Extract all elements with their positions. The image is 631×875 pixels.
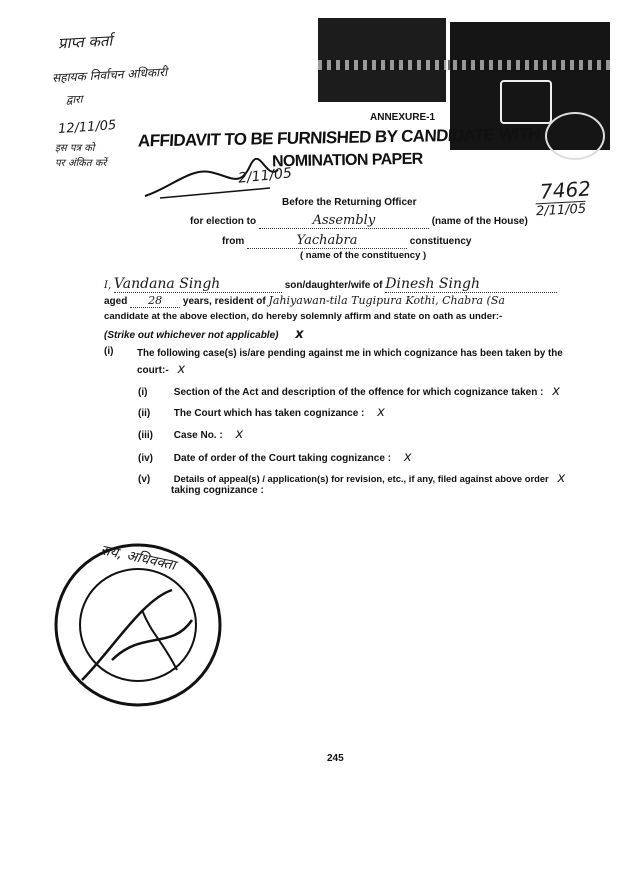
election-to-value: Assembly: [312, 213, 376, 228]
header-note-line-4: इस पत्र को: [55, 143, 95, 154]
before-returning-officer: Before the Returning Officer: [282, 197, 417, 208]
candidate-oath-line: candidate at the above election, do hereby solemnly affirm and state on oath as under:-: [104, 311, 503, 322]
subitem-4: (iv) Date of order of the Court taking cognizance : x: [138, 450, 412, 465]
header-note-line-2: सहायक निर्वाचन अधिकारी: [51, 64, 168, 86]
page-subtitle: NOMINATION PAPER: [271, 150, 423, 171]
subitem-3-mark: x: [235, 427, 244, 442]
deponent-line: I, Vandana Singh son/daughter/wife of Dinesh Singh: [104, 276, 557, 293]
page-title: AFFIDAVIT TO BE FURNISHED BY CANDIDATE WITH: [137, 124, 541, 151]
deponent-name: Vandana Singh: [113, 276, 221, 292]
stamp-paper-emblem: [500, 80, 552, 124]
page-number: 245: [327, 753, 344, 764]
strike-note: (Strike out whichever not applicable) x: [104, 327, 304, 342]
signature-date: 2/11/05: [237, 165, 293, 187]
stamp-serial-number: 7462: [539, 176, 592, 204]
subitem-1-mark: x: [552, 384, 560, 399]
subitem-3: (iii) Case No. : x: [138, 427, 244, 442]
item-1-number: (i): [104, 346, 114, 357]
constituency-value: Yachabra: [296, 233, 358, 248]
stamp-serial-date: 2/11/05: [535, 201, 587, 220]
strike-mark: x: [295, 327, 304, 342]
subitem-5-mark: x: [557, 471, 566, 486]
item-1-mark: x: [177, 362, 186, 377]
header-note-line-3: द्वारा: [65, 92, 83, 107]
header-note-date: 12/11/05: [57, 117, 117, 138]
subitem-1: (i) Section of the Act and description of the offence for which cognizance taken : x: [138, 384, 560, 399]
age-value: 28: [148, 294, 163, 307]
constituency-hint: ( name of the constituency ): [300, 250, 427, 261]
subitem-4-mark: x: [403, 450, 412, 465]
header-note-line-5: पर अंकित करें: [55, 158, 107, 169]
subitem-5-text-2: taking cognizance :: [171, 485, 264, 496]
header-note-line-1: प्राप्त कर्ता: [57, 31, 113, 53]
father-name: Dinesh Singh: [385, 276, 480, 292]
notary-seal-text: राय, अधिवक्ता: [99, 542, 177, 574]
stamp-paper-stripe: [318, 60, 610, 70]
item-1-text-2: court:- x: [137, 362, 186, 377]
constituency-line: from Yachabra constituency: [222, 233, 472, 248]
subitem-2-mark: x: [377, 405, 385, 420]
item-1-text: The following case(s) is/are pending against me in which cognizance has been taken by the: [137, 348, 563, 359]
stamp-paper-emblem-ring: [545, 112, 605, 160]
age-resident-line: aged 28 years, resident of Jahiyawan-tila Tugipura Kothi, Chabra (Sa: [104, 294, 505, 307]
subitem-5: (v) Details of appeal(s) / application(s) for revision, etc., if any, filed against above order x: [138, 471, 566, 486]
annexure-label: ANNEXURE-1: [370, 112, 436, 123]
subitem-2: (ii) The Court which has taken cognizance : x: [138, 405, 385, 420]
resident-value: Jahiyawan-tila Tugipura Kothi, Chabra (Sa: [268, 294, 505, 307]
election-to-line: for election to Assembly (name of the House): [190, 213, 528, 228]
